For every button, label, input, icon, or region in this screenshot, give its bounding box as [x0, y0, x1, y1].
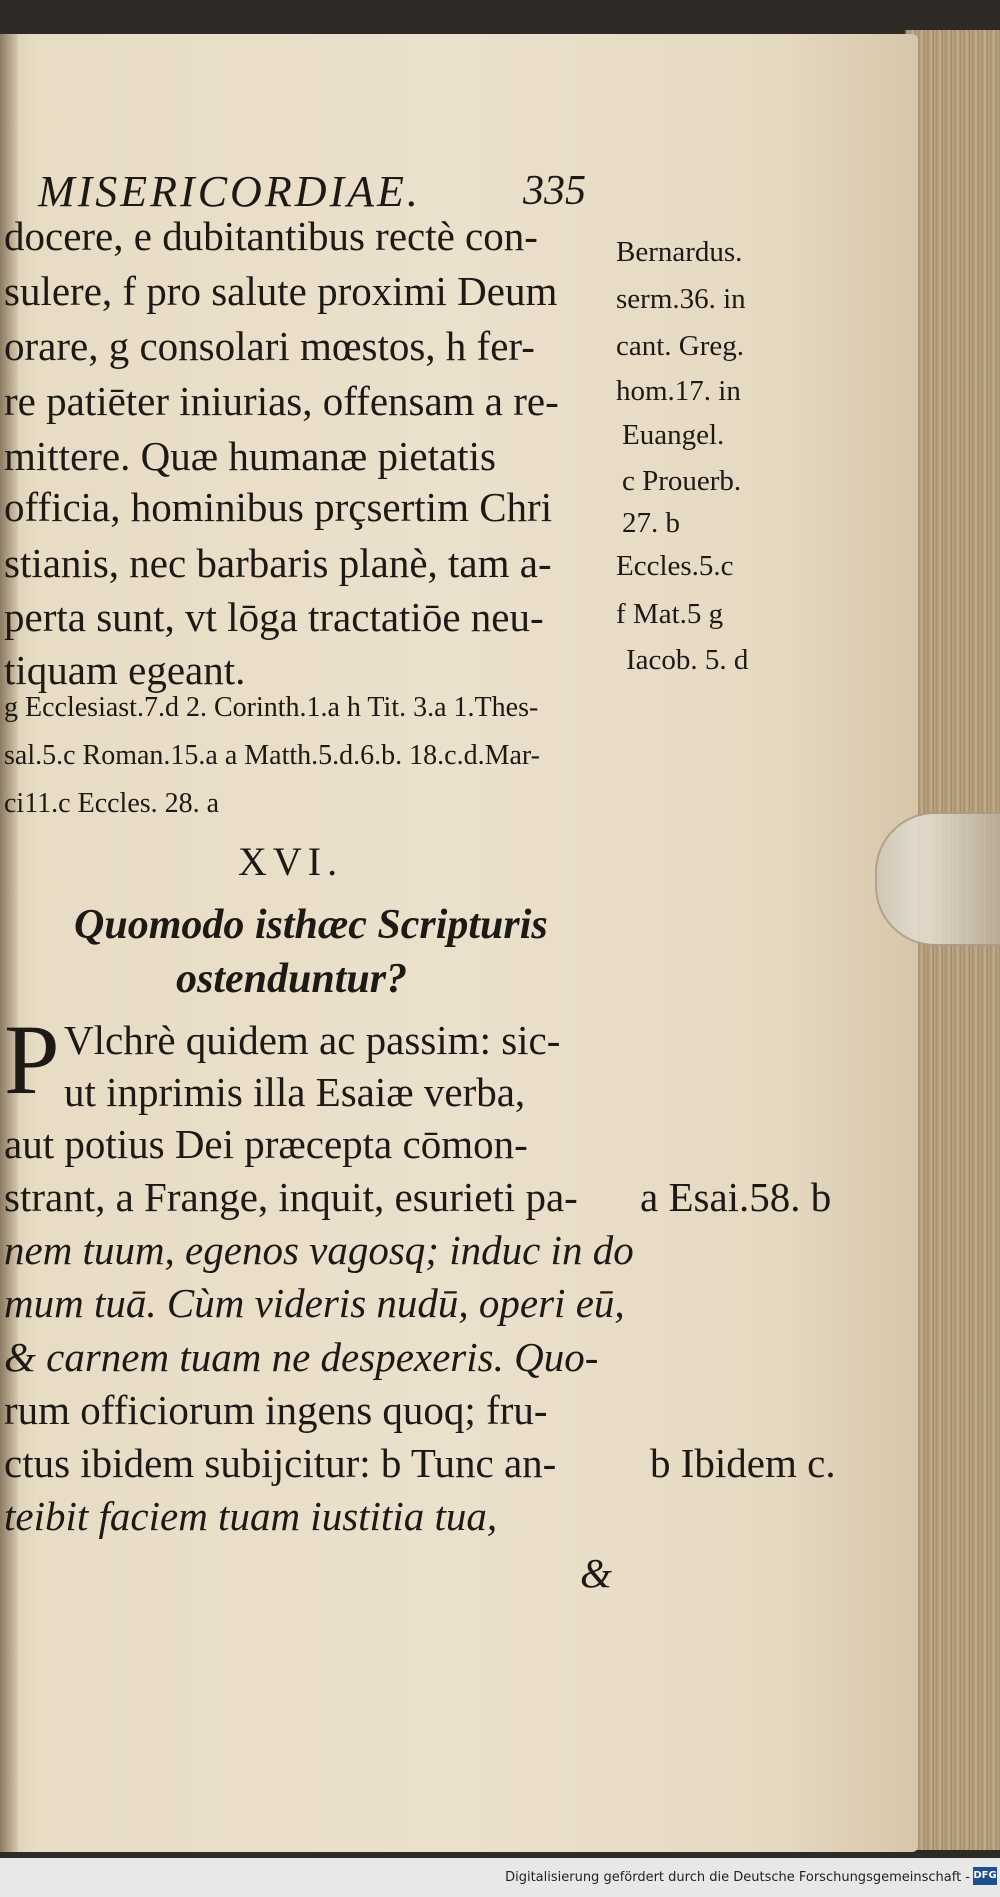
running-title: MISERICORDIAE.	[38, 167, 421, 216]
answer-line: nem tuum, egenos vagosq; induc in do	[4, 1227, 634, 1273]
question-line: Quomodo isthæc Scripturis	[74, 902, 548, 948]
margin-note: f Mat.5 g	[616, 598, 724, 630]
body-line: re patiēter iniurias, offensam a re-	[4, 378, 559, 424]
answer-line: ctus ibidem subijcitur: b Tunc an-	[4, 1440, 557, 1486]
body-line: docere, e dubitantibus rectè con-	[4, 213, 538, 259]
drop-cap: P	[4, 1004, 60, 1115]
margin-note: cant. Greg.	[616, 330, 745, 362]
catchword: &	[580, 1550, 612, 1596]
dfg-logo-icon: DFG	[973, 1867, 997, 1885]
footnote-line: ci11.c Eccles. 28. a	[4, 788, 220, 819]
page-clip	[875, 812, 1000, 946]
answer-line: Vlchrè quidem ac passim: sic-	[64, 1017, 561, 1063]
footnote-line: g Ecclesiast.7.d 2. Corinth.1.a h Tit. 3.a 1.Thes-	[4, 692, 539, 723]
margin-note: b Ibidem c.	[650, 1440, 836, 1486]
body-line: tiquam egeant.	[4, 647, 246, 693]
body-line: sulere, f pro salute proximi Deum	[4, 268, 558, 314]
page-number: 335	[523, 168, 586, 214]
margin-note: c Prouerb.	[622, 465, 742, 497]
margin-note: Eccles.5.c	[616, 550, 734, 582]
margin-note: Bernardus.	[616, 236, 743, 268]
body-line: stianis, nec barbaris planè, tam a-	[4, 540, 552, 586]
section-number: XVI.	[238, 839, 344, 884]
body-line: officia, hominibus prçsertim Chri	[4, 484, 553, 530]
body-line: perta sunt, vt lōga tractatiōe neu-	[4, 594, 544, 640]
body-line: mittere. Quæ humanæ pietatis	[4, 433, 496, 479]
footer-bar	[0, 1858, 1000, 1897]
answer-line: aut potius Dei præcepta cōmon-	[4, 1121, 528, 1167]
margin-note: Iacob. 5. d	[626, 644, 749, 676]
body-line: orare, g consolari mœstos, h fer-	[4, 323, 535, 369]
funding-credit: Digitalisierung gefördert durch die Deutsche Forschungsgemeinschaft -	[505, 1870, 970, 1885]
footnote-line: sal.5.c Roman.15.a a Matth.5.d.6.b. 18.c.d.Mar-	[4, 740, 540, 771]
margin-note: hom.17. in	[616, 375, 741, 407]
margin-note: 27. b	[622, 507, 680, 539]
answer-line: & carnem tuam ne despexeris. Quo-	[4, 1334, 599, 1380]
answer-line: ut inprimis illa Esaiæ verba,	[64, 1069, 526, 1115]
answer-line: rum officiorum ingens quoq; fru-	[4, 1387, 548, 1433]
question-line: ostenduntur?	[176, 956, 408, 1002]
answer-line: strant, a Frange, inquit, esurieti pa-	[4, 1174, 578, 1220]
answer-line: teibit faciem tuam iustitia tua,	[4, 1493, 498, 1539]
margin-note: a Esai.58. b	[640, 1174, 832, 1220]
margin-note: serm.36. in	[616, 283, 746, 315]
margin-note: Euangel.	[622, 419, 725, 451]
answer-line: mum tuā. Cùm videris nudū, operi eū,	[4, 1280, 625, 1326]
